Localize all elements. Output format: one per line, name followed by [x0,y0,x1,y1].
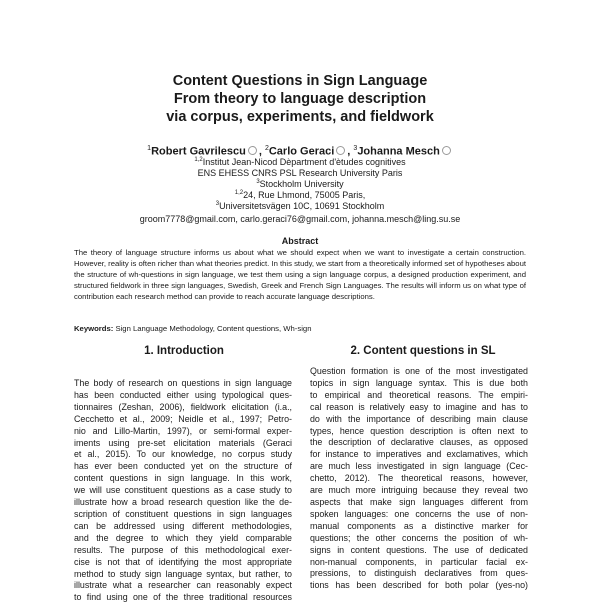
author-list: $^1$Robert Gavrilescu , $^2$Carlo Geraci , $^3$Johanna Mesch [0,142,600,159]
body-text-line: manual components as a distinctive marker for [310,520,528,531]
affiliation-line: $^3$Universitetsvägen 10C, 10691 Stockholm [215,201,385,211]
body-text-line: Cecchetto et al., 2009; Neidle et al., 1997; Petro- [74,413,292,424]
author-name: Johanna Mesch [357,145,440,158]
body-text-line: scription of constituent questions in sign languages [74,508,292,519]
body-text-line: chetto, 2012). The theoretical reasons, however, [310,473,528,484]
body-text-line: topics in sign language syntax. This is due both [310,377,528,388]
body-text-line: has been conducted either using typological ques- [74,389,292,400]
body-text-line: can be addressed using different methodologies, [74,520,292,531]
column-introduction [74,378,292,604]
affiliation-line: ENS EHESS CNRS PSL Research University Paris [197,168,403,178]
body-text-line: cise is not that of identifying the most appropriate [74,556,292,567]
author-name: Robert Gavrilescu [151,145,246,158]
keywords [74,323,526,334]
abstract-heading: Abstract [281,236,319,246]
body-text-line: results. The purpose of this methodological exer- [74,544,292,555]
body-text-line: are much less investigated in sign language (Cec- [310,461,528,472]
section-heading-content-questions: 2. Content questions in SL [350,345,496,357]
keywords-list: Sign Language Methodology, Content questions, Wh-sign [115,324,312,333]
author-emails: groom7778@gmail.com, carlo.geraci76@gmail.com, johanna.mesch@ling.su.se [139,214,461,224]
body-text-line: to find using one of the three traditional resources [74,592,292,603]
body-text-line: has ever been conducted yet on the structure of [74,461,292,472]
body-text-line: signs in content questions. The use of dedicated [310,544,528,555]
keywords-label: Keywords: [74,324,114,333]
body-text-line: and the degree to which they yield comparable [74,532,292,543]
abstract-text: The theory of language structure informs us about what we should expect when we want to investigate a certain construction. However, reality is often richer than what theories predict. In this study, we start from a theoretically informed set of hypotheses about the structure of wh-questions in sign language, we test them using a sign language corpus, a designed production experiment, and structured fieldwork in three sign languages, Swedish, Greek and French Sign Languages. The results will inform us on what type of contribution each research method can provide to reach accurate language descriptions. [74,248,526,301]
orcid-icon[interactable] [336,146,345,155]
affiliation-line: $^{1,2}$24, Rue Lhmond, 75005 Paris, [234,190,366,200]
paper-title-line-2: From theory to language description [173,91,427,107]
body-text-line: The body of research on questions in sign language [74,378,292,388]
body-text-line: illustrate what a researcher can reasonably expect [74,580,292,591]
affiliation-line: $^{1,2}$Institut Jean-Nicod Dèpartment d'ètudes cognitives [194,157,406,167]
body-text-line: to empirical and theoretical reasons. The empiri- [310,389,528,400]
body-text-line: Question formation is one of the most investigated [310,366,528,376]
author-name: Carlo Geraci [268,145,335,158]
body-text-line: content questions in sign language. In this work, [74,473,292,484]
body-text-line: aspects that make sign languages different from [310,496,528,507]
body-text-line: non-manual components, in particular facial ex- [310,556,528,567]
body-text-line: the description of declarative clauses, as opposed [310,437,528,448]
body-text-line: nio and Lillo-Martin, 1997), or semi-formal exper- [74,425,292,436]
body-text-line: et al., 2015). To our knowledge, no corpus study [74,449,292,460]
body-text-line: for instance to imperatives and exclamatives, which [310,449,528,460]
body-text-line: we will use constituent questions as a case study to [74,485,292,496]
body-text-line: tions has been described for both polar (yes-no) [310,580,528,591]
affiliation-line: $^3$Stockholm University [256,179,344,189]
body-text-line: tionnaires (Zeshan, 2006), fieldwork elicitation (i.a., [74,401,292,412]
body-text-line: illustrate how a broad research question like the de- [74,497,292,508]
paper-title-line-1: Content Questions in Sign Language [172,73,428,89]
body-text-line: types, hence question description is often next to [310,425,528,436]
body-text-line: spoken languages: one concerns the use of non- [310,508,528,519]
body-text-line: questions; the other concerns the position of wh- [310,532,528,543]
body-text-line: iments using pre-set elicitation materials (Geraci [74,437,292,448]
body-text-line: cal reason is relatively easy to imagine and has to [310,401,528,412]
column-content-questions [310,366,528,592]
orcid-icon[interactable] [248,146,257,155]
paper-title-line-3: via corpus, experiments, and fieldwork [166,109,434,125]
body-text-line: pressions, to distinguish declaratives from ques- [310,568,528,579]
section-heading-introduction: 1. Introduction [144,345,224,357]
orcid-icon[interactable] [442,146,451,155]
body-text-line: method to study sign language syntax, but rather, to [74,568,292,579]
body-text-line: are much more intriguing because they reveal two [310,485,528,496]
body-text-line: do with the importance of describing main clause [310,413,528,424]
